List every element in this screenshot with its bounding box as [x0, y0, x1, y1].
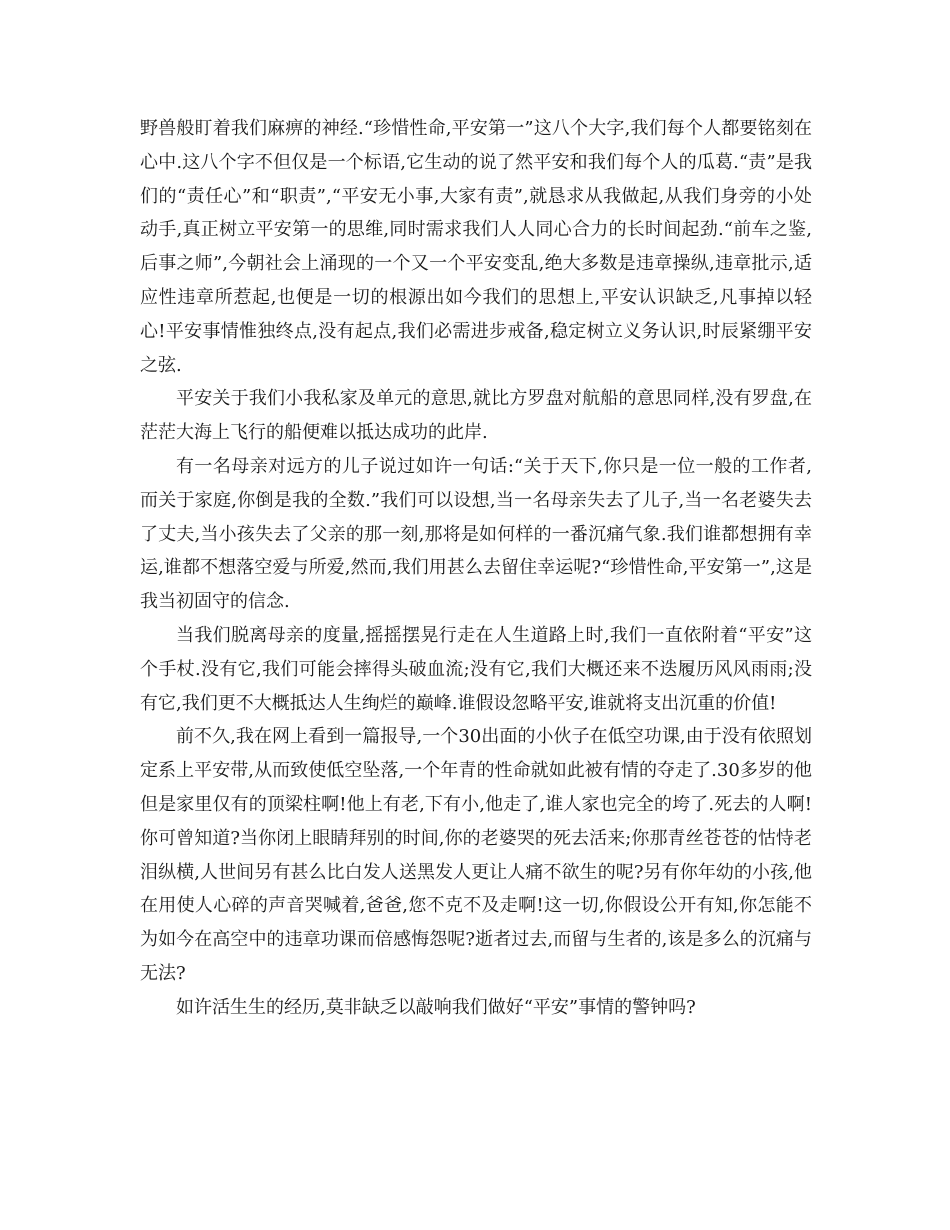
- paragraph-4: 当我们脱离母亲的度量,摇摇摆晃行走在人生道路上时,我们一直依附着“平安”这个手杖.没有它,我们可能会摔得头破血流;没有它,我们大概还来不迭履历风风雨雨;没有它,我们更不大概抵达人生绚烂的巅峰.谁假设忽略平安,谁就将支出沉重的价值!: [140, 624, 812, 714]
- document-body: [140, 112, 812, 1025]
- paragraph-3: 有一名母亲对远方的儿子说过如许一句话:“关于天下,你只是一位一般的工作者,而关于家庭,你倒是我的全数.”我们可以设想,当一名母亲失去了儿子,当一名老婆失去了丈夫,当小孩失去了父亲的那一刻,那将是如何样的一番沉痛气象.我们谁都想拥有幸运,谁都不想落空爱与所爱,然而,我们用甚么去留住幸运呢?“珍惜性命,平安第一”,这是我当初固守的信念.: [140, 455, 812, 613]
- paragraph-1: 野兽般盯着我们麻痹的神经.“珍惜性命,平安第一”这八个大字,我们每个人都要铭刻在心中.这八个字不但仅是一个标语,它生动的说了然平安和我们每个人的瓜葛.“责”是我们的“责任心”和“职责”,“平安无小事,大家有责”,就恳求从我做起,从我们身旁的小处动手,真正树立平安第一的思维,同时需求我们人人同心合力的长时间起劲.“前车之鉴,后事之师”,今朝社会上涌现的一个又一个平安变乱,绝大多数是违章操纵,违章批示,适应性违章所惹起,也便是一切的根源出如今我们的思想上,平安认识缺乏,凡事掉以轻心!平安事情惟独终点,没有起点,我们必需进步戒备,稳定树立义务认识,时辰紧绷平安之弦.: [140, 118, 812, 376]
- paragraph-2: 平安关于我们小我私家及单元的意思,就比方罗盘对航船的意思同样,没有罗盘,在茫茫大海上飞行的船便难以抵达成功的此岸.: [140, 388, 812, 444]
- paragraph-6: 如许活生生的经历,莫非缺乏以敲响我们做好“平安”事情的警钟吗?: [176, 996, 696, 1018]
- paragraph-5: 前不久,我在网上看到一篇报导,一个30出面的小伙子在低空功课,由于没有依照划定系上平安带,从而致使低空坠落,一个年青的性命就如此被有情的夺走了.30多岁的他但是家里仅有的顶梁柱啊!他上有老,下有小,他走了,谁人家也完全的垮了.死去的人啊!你可曾知道?当你闭上眼睛拜别的时间,你的老婆哭的死去活来;你那青丝苍苍的怙恃老泪纵横,人世间另有甚么比白发人送黑发人更让人痛不欲生的呢?另有你年幼的小孩,他在用使人心碎的声音哭喊着,爸爸,您不克不及走啊!这一切,你假设公开有知,你怎能不为如今在高空中的违章功课而倍感悔怨呢?逝者过去,而留与生者的,该是多么的沉痛与无法?: [140, 726, 812, 984]
